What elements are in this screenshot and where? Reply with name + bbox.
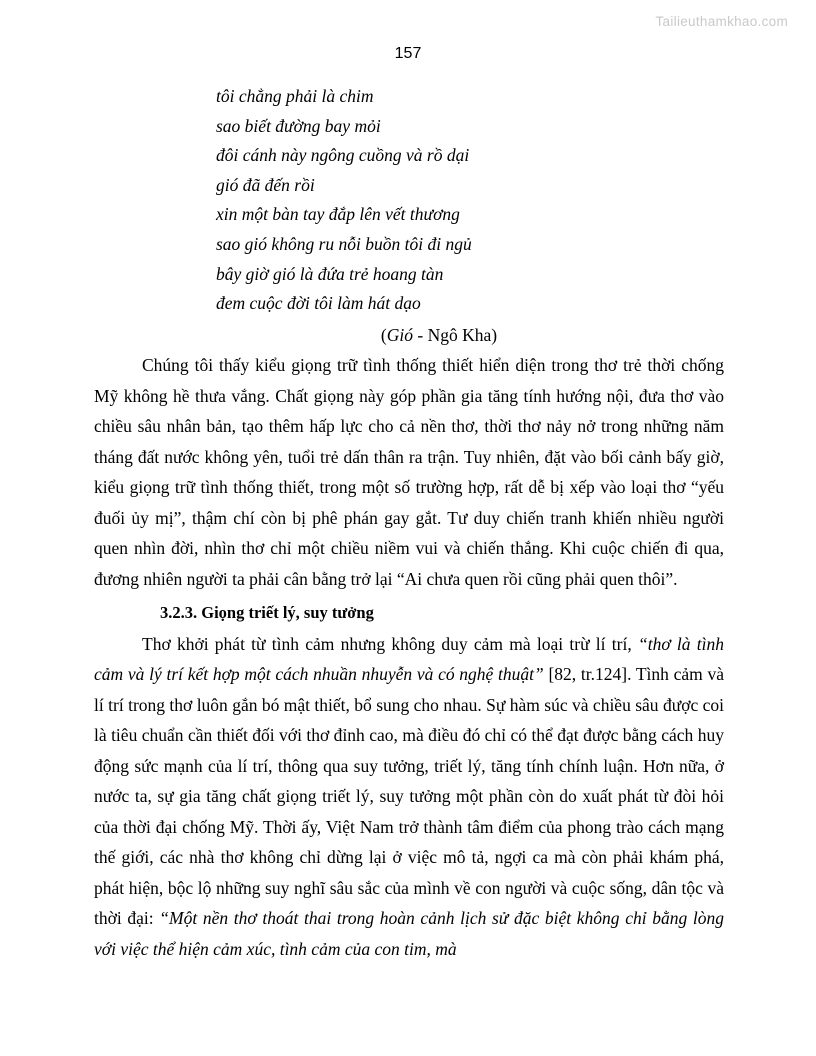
poem-line: sao gió không ru nỗi buồn tôi đi ngủ	[216, 233, 472, 254]
section-heading: 3.2.3. Giọng triết lý, suy tưởng	[160, 603, 374, 623]
poem-line: bây giờ gió là đứa trẻ hoang tàn	[216, 263, 444, 284]
poem-line: sao biết đường bay mỏi	[216, 115, 381, 136]
body-paragraph-2	[94, 629, 724, 965]
paragraph-text-part-2: [82, tr.124]. Tình cảm và lí trí trong thơ luôn gắn bó mật thiết, bổ sung cho nhau. Sự hàm súc và chiều sâu được coi là tiêu chuẩn cần thiết đối với thơ đỉnh cao, mà điều đó chỉ có thể đạt được bằng cách huy động sức mạnh của lí trí, thông qua suy tưởng, triết lý, tăng tính chính luận. Hơn nữa, ở nước ta, sự gia tăng chất giọng triết lý, suy tưởng một phần còn do xuất phát từ đòi hỏi của thời đại chống Mỹ. Thời ấy, Việt Nam trở thành tâm điểm của phong trào cách mạng thế giới, các nhà thơ không chỉ dừng lại ở việc mô tả, ngợi ca mà còn phải khám phá, phát hiện, bộc lộ những suy nghĩ sâu sắc của mình về con người và cuộc sống, dân tộc và thời đại:	[94, 664, 724, 929]
paragraph-text-part-1: Thơ khởi phát từ tình cảm nhưng không duy cảm mà loại trừ lí trí,	[142, 633, 638, 654]
poem-line: tôi chẳng phải là chim	[216, 86, 374, 106]
inline-quote-2: “Một nền thơ thoát thai trong hoàn cảnh lịch sử đặc biệt không chỉ bằng lòng với việc thể hiện cảm xúc, tình cảm của con tim, mà	[94, 908, 724, 959]
body-paragraph-1: Chúng tôi thấy kiểu giọng trữ tình thống thiết hiển diện trong thơ trẻ thời chống Mỹ không hề thưa vắng. Chất giọng này góp phần gia tăng tính hướng nội, đưa thơ vào chiều sâu nhân bản, tạo thêm hấp lực cho cả nền thơ, thời thơ nảy nở trong những năm tháng đất nước không yên, tuổi trẻ dấn thân ra trận. Tuy nhiên, đặt vào bối cảnh bấy giờ, kiểu giọng trữ tình thống thiết, trong một số trường hợp, rất dễ bị xếp vào loại thơ “yếu đuối ủy mị”, thậm chí còn bị phê phán gay gắt. Tư duy chiến tranh khiến nhiều người quen nhìn đời, nhìn thơ chỉ một chiều niềm vui và chiến thắng. Khi cuộc chiến đi qua, đương nhiên người ta phải cân bằng trở lại “Ai chưa quen rồi cũng phải quen thôi”.	[94, 355, 724, 589]
page-number: 157	[394, 45, 422, 62]
poem-line: gió đã đến rồi	[216, 174, 315, 195]
page-content	[94, 82, 724, 964]
poem-attribution	[94, 321, 724, 351]
poem-line: đem cuộc đời tôi làm hát dạo	[216, 293, 421, 314]
poem-author: - Ngô Kha)	[413, 324, 498, 345]
attribution-open-paren: (	[380, 324, 387, 345]
poem-line: đôi cánh này ngông cuồng và rồ dại	[216, 145, 470, 166]
poem-block	[94, 82, 724, 319]
watermark-text: Tailieuthamkhao.com	[655, 14, 788, 29]
poem-line: xin một bàn tay đắp lên vết thương	[216, 204, 460, 225]
poem-title: Gió	[386, 324, 413, 345]
inline-quote-1: “thơ là tình cảm và lý trí kết hợp một cách nhuần nhuyễn và có nghệ thuật”	[94, 633, 724, 685]
